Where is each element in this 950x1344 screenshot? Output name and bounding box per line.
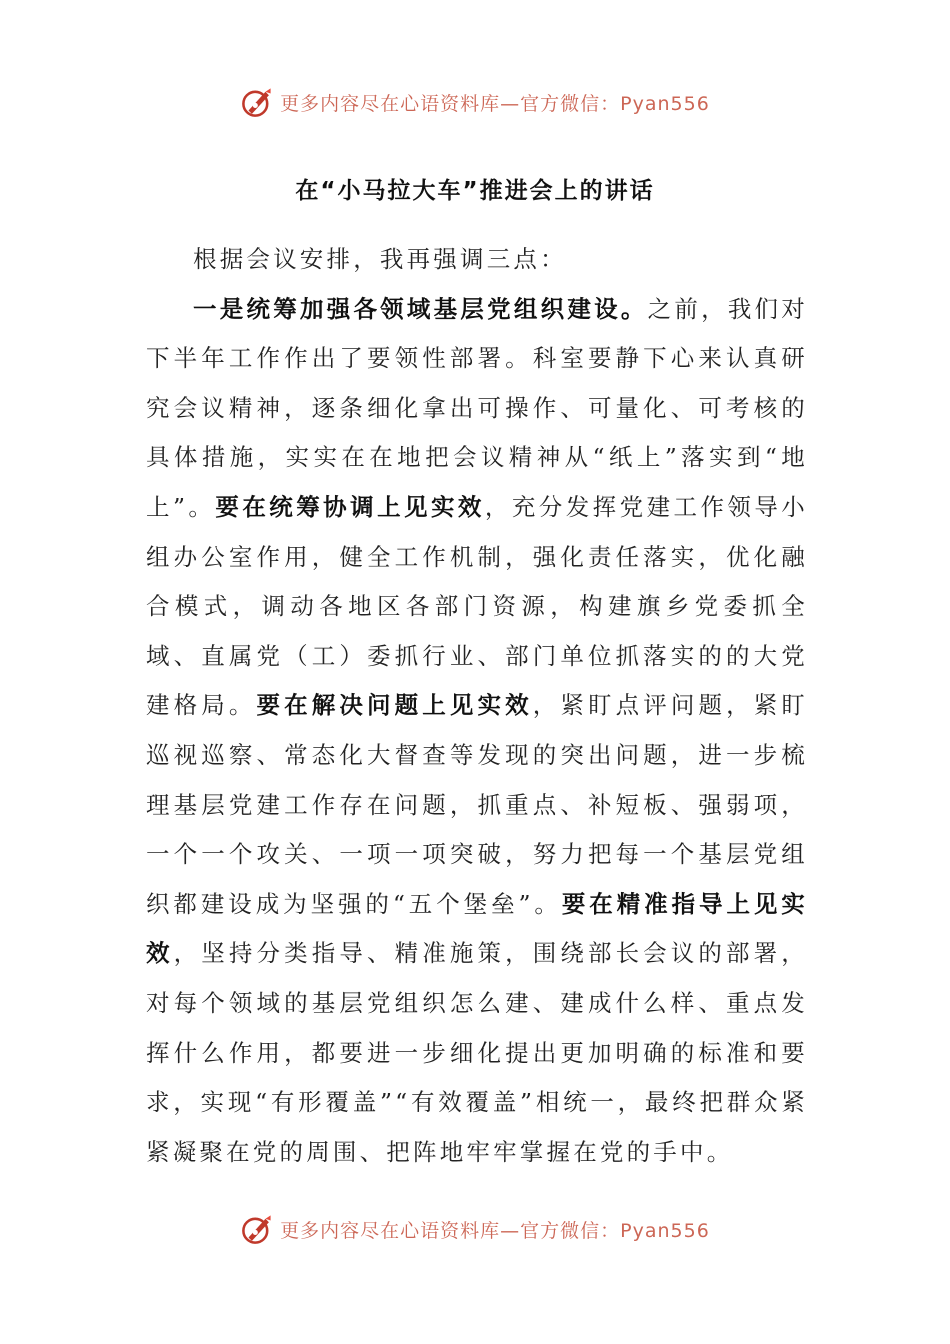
point-one-paragraph <box>146 285 808 1178</box>
emphasis-heading: 要在统筹协调上见实效 <box>215 492 485 521</box>
point-heading: 一是统筹加强各领域基层党组织建设。 <box>193 294 648 323</box>
footer-watermark <box>0 1207 950 1251</box>
paragraph-text: ，坚持分类指导、精准施策，围绕部长会议的部署，对每个领域的基层党组织怎么建、建成什么样、重点发挥什么作用，都要进一步细化提出更加明确的标准和要求，实现“有形覆盖”“有效覆盖”相统一，最终把群众紧紧凝聚在党的周围、把阵地牢牢掌握在党的手中。 <box>146 939 808 1166</box>
header-watermark <box>0 80 950 124</box>
watermark-text: 更多内容尽在心语资料库—官方微信：Pyan556 <box>280 92 710 115</box>
intro-paragraph: 根据会议安排，我再强调三点： <box>193 245 567 273</box>
watermark-text: 更多内容尽在心语资料库—官方微信：Pyan556 <box>280 1219 710 1242</box>
paragraph-text: ，充分发挥党建工作领导小组办公室作用，健全工作机制，强化责任落实，优化融合模式，调动各地区各部门资源，构建旗乡党委抓全域、直属党（工）委抓行业、部门单位抓落实的的大党建格局。 <box>146 492 809 720</box>
emphasis-heading: 要在精准指导上见实效 <box>146 889 808 968</box>
emphasis-heading: 要在解决问题上见实效 <box>256 691 533 720</box>
document-body <box>146 235 808 1177</box>
paragraph-text: ，紧盯点评问题，紧盯巡视巡察、常态化大督查等发现的突出问题，进一步梳理基层党建工作存在问题，抓重点、补短板、强弱项，一个一个攻关、一项一项突破，努力把每一个基层党组织都建设成为坚强的“五个堡垒”。 <box>146 691 809 918</box>
paragraph-text: 之前，我们对下半年工作作出了要领性部署。科室要静下心来认真研究会议精神，逐条细化拿出可操作、可量化、可考核的具体措施，实实在在地把会议精神从“纸上”落实到“地上”。 <box>146 294 808 521</box>
pen-nib-logo-icon <box>240 1212 274 1246</box>
pen-nib-logo-icon <box>240 85 274 119</box>
document-title: 在“小马拉大车”推进会上的讲话 <box>295 178 655 204</box>
